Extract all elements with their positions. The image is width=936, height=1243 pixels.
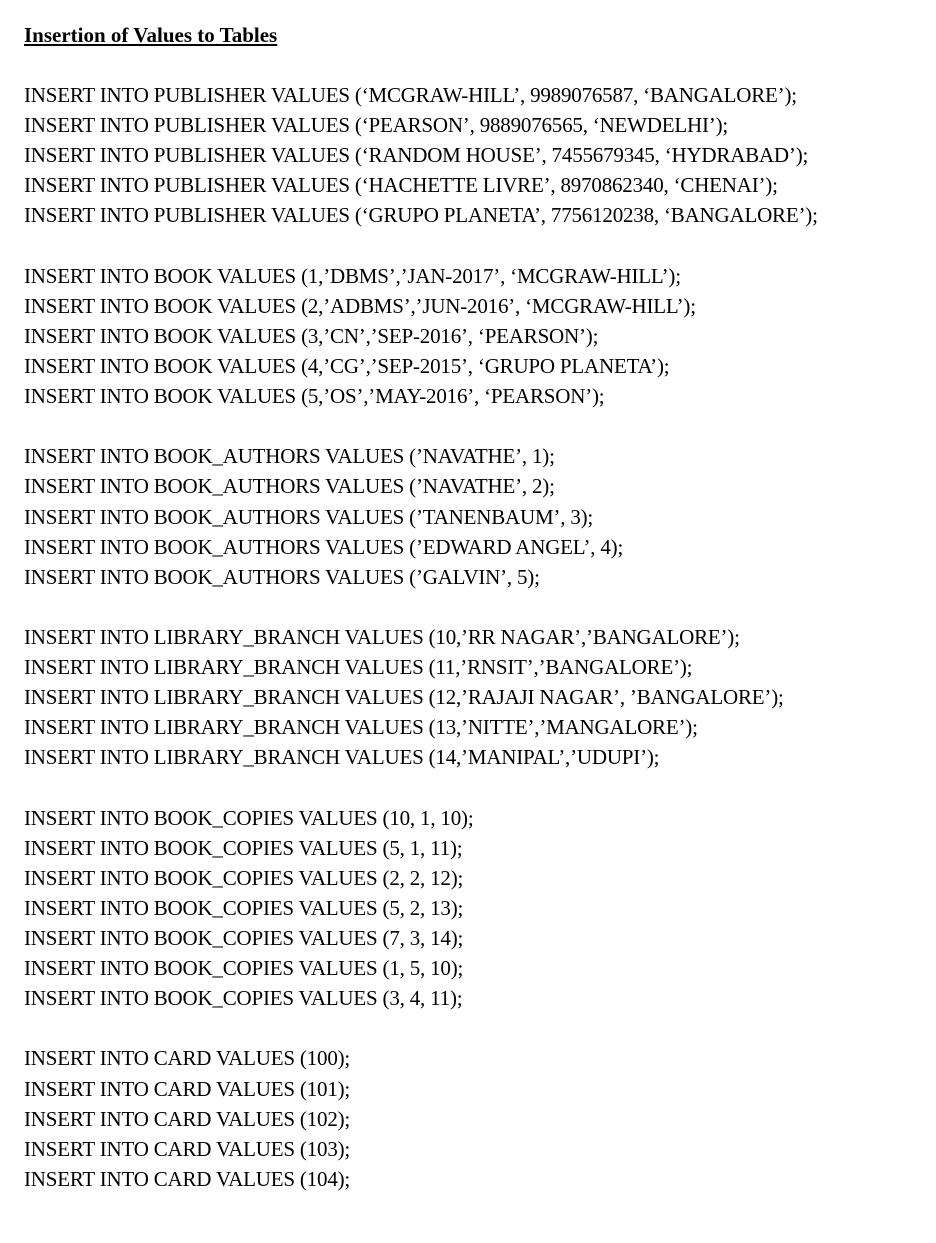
document-page [24,20,924,1224]
sql-statement-line: INSERT INTO BOOK_AUTHORS VALUES (’TANENBAUM’, 3); [24,504,594,529]
statement-group-book-authors [24,441,924,591]
sql-statement-line: INSERT INTO BOOK_COPIES VALUES (7, 3, 14); [24,926,464,950]
sql-statement-line: INSERT INTO PUBLISHER VALUES (‘GRUPO PLANETA’, 7756120238, ‘BANGALORE’); [24,203,818,228]
sql-statement-line: INSERT INTO BOOK_AUTHORS VALUES (’GALVIN’, 5); [24,564,540,589]
sql-statement-line: INSERT INTO BOOK VALUES (5,’OS’,’MAY-2016’, ‘PEARSON’); [24,384,605,409]
sql-statement-line: INSERT INTO BOOK_COPIES VALUES (2, 2, 12); [24,865,464,890]
sql-statement-groups [24,80,924,1194]
sql-statement-line: INSERT INTO CARD VALUES (103); [24,1136,351,1161]
sql-statement-line: INSERT INTO BOOK_COPIES VALUES (3, 4, 11); [24,986,463,1011]
sql-statement-line: INSERT INTO BOOK_COPIES VALUES (1, 5, 10); [24,956,464,981]
sql-statement-line: INSERT INTO BOOK_AUTHORS VALUES (’EDWARD ANGEL’, 4); [24,534,624,559]
sql-statement-line: INSERT INTO LIBRARY_BRANCH VALUES (14,’MANIPAL’,’UDUPI’); [24,745,660,770]
sql-statement-line: INSERT INTO CARD VALUES (101); [24,1076,351,1101]
sql-statement-line: INSERT INTO CARD VALUES (104); [24,1166,351,1191]
sql-statement-line: INSERT INTO BOOK_COPIES VALUES (10, 1, 10); [24,805,474,830]
sql-statement-line: INSERT INTO CARD VALUES (102); [24,1106,351,1131]
sql-statement-line: INSERT INTO BOOK VALUES (2,’ADBMS’,’JUN-2016’, ‘MCGRAW-HILL’); [24,293,696,318]
sql-statement-line: INSERT INTO BOOK VALUES (3,’CN’,’SEP-2016’, ‘PEARSON’); [24,323,599,348]
sql-statement-line: INSERT INTO LIBRARY_BRANCH VALUES (13,’NITTE’,’MANGALORE’); [24,715,698,740]
sql-statement-line: INSERT INTO BOOK_COPIES VALUES (5, 1, 11); [24,835,463,860]
sql-statement-line: INSERT INTO PUBLISHER VALUES (‘RANDOM HOUSE’, 7455679345, ‘HYDRABAD’); [24,143,809,168]
sql-statement-line: INSERT INTO BOOK VALUES (1,’DBMS’,’JAN-2017’, ‘MCGRAW-HILL’); [24,263,681,288]
sql-statement-line: INSERT INTO BOOK_COPIES VALUES (5, 2, 13); [24,895,464,920]
statement-group-book-copies [24,803,924,1014]
document-title: Insertion of Values to Tables [24,23,278,47]
sql-statement-line: INSERT INTO PUBLISHER VALUES (‘HACHETTE LIVRE’, 8970862340, ‘CHENAI’); [24,173,778,198]
statement-group-card [24,1043,924,1193]
sql-statement-line: INSERT INTO PUBLISHER VALUES (‘PEARSON’, 9889076565, ‘NEWDELHI’); [24,113,729,138]
sql-statement-line: INSERT INTO LIBRARY_BRANCH VALUES (10,’RR NAGAR’,’BANGALORE’); [24,624,740,649]
sql-statement-line: INSERT INTO LIBRARY_BRANCH VALUES (11,’RNSIT’,’BANGALORE’); [24,655,693,680]
sql-statement-line: INSERT INTO BOOK VALUES (4,’CG’,’SEP-2015’, ‘GRUPO PLANETA’); [24,353,670,378]
sql-statement-line: INSERT INTO CARD VALUES (100); [24,1046,351,1071]
sql-statement-line: INSERT INTO BOOK_AUTHORS VALUES (’NAVATHE’, 1); [24,444,555,469]
sql-statement-line: INSERT INTO BOOK_AUTHORS VALUES (’NAVATHE’, 2); [24,474,555,499]
statement-group-book [24,261,924,411]
statement-group-publisher [24,80,924,230]
sql-statement-line: INSERT INTO PUBLISHER VALUES (‘MCGRAW-HILL’, 9989076587, ‘BANGALORE’); [24,83,797,107]
statement-group-library-branch [24,622,924,772]
sql-statement-line: INSERT INTO LIBRARY_BRANCH VALUES (12,’RAJAJI NAGAR’, ’BANGALORE’); [24,685,784,710]
